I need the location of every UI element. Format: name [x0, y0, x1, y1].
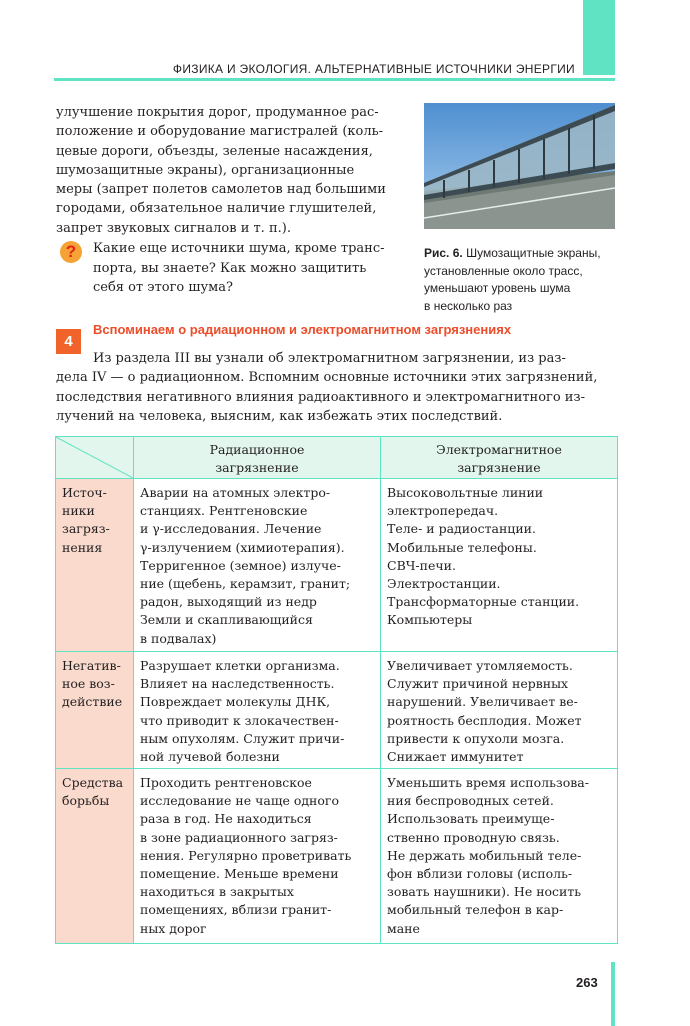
- section-intro: [56, 349, 616, 426]
- cell-line: в зоне радиационного загряз-: [140, 829, 338, 845]
- text-line: запрет звуковых сигналов и т. п.).: [56, 220, 291, 236]
- label-line: загряз-: [62, 521, 110, 537]
- intro-line: дела IV — о радиационном. Вспомним основные источники этих загрязнений,: [56, 370, 598, 386]
- cell-effect-radiation: [134, 652, 380, 768]
- cell-line: помещениях, вблизи гранит-: [140, 902, 332, 918]
- label-line: борьбы: [62, 793, 110, 809]
- section-title: Вспоминаем о радиационном и электромагнитном загрязнениях: [93, 322, 512, 337]
- noise-barrier-photo: [424, 103, 615, 229]
- cell-line: Терригенное (земное) излуче-: [140, 557, 341, 573]
- cell-line: Электростанции.: [387, 576, 501, 592]
- section-number-badge: 4: [56, 329, 81, 354]
- cell-line: нения. Регулярно проветривать: [140, 847, 352, 863]
- question-line: порта, вы знаете? Как можно защитить: [93, 260, 367, 276]
- pollution-table: [55, 436, 618, 944]
- cell-line: Снижает иммунитет: [387, 749, 524, 765]
- text-line: меры (запрет полетов самолетов над большими: [56, 182, 386, 198]
- cell-countermeasures-radiation: [134, 769, 380, 943]
- row-label-sources: [56, 479, 133, 651]
- table-divider: [380, 437, 381, 943]
- text-line: городами, обязательное наличие глушителей,: [56, 201, 377, 217]
- cell-line: Уменьшить время использова-: [387, 775, 589, 790]
- corner-accent-block: [583, 0, 615, 75]
- cell-line: привести к опухоли мозга.: [387, 730, 565, 746]
- cell-line: Высоковольтные линии: [387, 485, 544, 500]
- cell-line: зовать наушники). Не носить: [387, 884, 582, 900]
- caption-line: в несколько раз: [424, 298, 513, 313]
- cell-line: Влияет на наследственность.: [140, 676, 335, 692]
- cell-line: мане: [387, 920, 420, 936]
- header-electromagnetic: [381, 437, 617, 478]
- page-number: 263: [576, 975, 598, 990]
- header-line: загрязнение: [457, 460, 541, 476]
- cell-line: электропередач.: [387, 503, 499, 519]
- table-divider: [56, 768, 617, 769]
- cell-line: Разрушает клетки организма.: [140, 658, 340, 673]
- header-radiation: [134, 437, 380, 478]
- header-line: Радиационное: [209, 442, 305, 457]
- intro-line: Из раздела III вы узнали об электромагнитном загрязнении, из раз-: [93, 351, 566, 366]
- header-line: загрязнение: [215, 460, 299, 476]
- cell-line: нарушений. Увеличивает ве-: [387, 694, 578, 710]
- paragraph-noise-measures: [56, 103, 408, 238]
- cell-line: γ-излучением (химиотерапия).: [140, 539, 345, 555]
- question-block: [93, 239, 403, 298]
- cell-line: Мобильные телефоны.: [387, 539, 537, 555]
- cell-line: Повреждает молекулы ДНК,: [140, 694, 331, 710]
- question-line: себя от этого шума?: [93, 280, 233, 295]
- figure-label: Рис. 6.: [424, 246, 463, 260]
- cell-line: и γ-исследования. Лечение: [140, 521, 322, 537]
- cell-line: радон, выходящий из недр: [140, 594, 317, 610]
- cell-line: Увеличивает утомляемость.: [387, 658, 573, 673]
- diagonal-divider: [56, 437, 133, 478]
- cell-line: находиться в закрытых: [140, 884, 294, 900]
- text-line: улучшение покрытия дорог, продуманное рас-: [56, 105, 379, 120]
- cell-line: ние (щебень, керамзит, гранит;: [140, 576, 351, 592]
- label-line: нения: [62, 539, 103, 555]
- table-divider: [133, 437, 134, 943]
- cell-line: мобильный телефон в кар-: [387, 902, 564, 918]
- row-label-negative-effect: [56, 652, 133, 768]
- caption-line: Шумозащитные экраны,: [466, 246, 601, 260]
- cell-sources-radiation: [134, 479, 380, 651]
- question-line: Какие еще источники шума, кроме транс-: [93, 241, 385, 256]
- figure-caption: [424, 245, 619, 315]
- cell-line: помещение. Меньше времени: [140, 866, 339, 882]
- cell-line: Использовать преимуще-: [387, 811, 555, 827]
- label-line: Источ-: [62, 485, 107, 500]
- cell-line: Земли и скапливающийся: [140, 612, 313, 628]
- cell-line: ной лучевой болезни: [140, 749, 280, 765]
- cell-line: Проходить рентгеновское: [140, 775, 312, 790]
- label-line: ники: [62, 503, 95, 519]
- cell-line: исследование не чаще одного: [140, 793, 339, 809]
- caption-line: уменьшают уровень шума: [424, 281, 571, 295]
- cell-line: станциях. Рентгеновские: [140, 503, 308, 519]
- cell-line: ния беспроводных сетей.: [387, 793, 554, 809]
- text-line: цевые дороги, объезды, зеленые насаждения,: [56, 143, 373, 159]
- header-rule: [54, 78, 615, 81]
- cell-line: Трансформаторные станции.: [387, 594, 580, 610]
- table-divider: [56, 651, 617, 652]
- page-edge-rule: [611, 962, 615, 1026]
- cell-line: Компьютеры: [387, 612, 473, 628]
- cell-line: фон вблизи головы (исполь-: [387, 866, 573, 882]
- header-line: Электромагнитное: [436, 442, 562, 457]
- running-header: ФИЗИКА И ЭКОЛОГИЯ. АЛЬТЕРНАТИВНЫЕ ИСТОЧНИКИ ЭНЕРГИИ: [172, 62, 575, 76]
- cell-line: ным опухолям. Служит причи-: [140, 730, 345, 746]
- cell-countermeasures-electromagnetic: [381, 769, 617, 943]
- label-line: действие: [62, 694, 123, 710]
- table-corner-cell: [56, 437, 133, 478]
- cell-line: в подвалах): [140, 630, 217, 646]
- label-line: ное воз-: [62, 676, 115, 692]
- cell-effect-electromagnetic: [381, 652, 617, 768]
- cell-line: что приводит к злокачествен-: [140, 712, 339, 728]
- cell-line: СВЧ-печи.: [387, 557, 456, 573]
- cell-line: Не держать мобильный теле-: [387, 847, 582, 863]
- intro-line: последствия негативного влияния радиоактивного и электромагнитного из-: [56, 389, 585, 405]
- cell-sources-electromagnetic: [381, 479, 617, 651]
- cell-line: ственно проводную связь.: [387, 829, 560, 845]
- question-icon: ?: [60, 241, 82, 263]
- text-line: шумозащитные экраны), организационные: [56, 162, 355, 178]
- label-line: Негатив-: [62, 658, 121, 673]
- cell-line: роятность бесплодия. Может: [387, 712, 582, 728]
- table-divider: [56, 478, 617, 479]
- intro-line: лучений на человека, выясним, как избежать этих последствий.: [56, 408, 503, 424]
- label-line: Средства: [62, 775, 124, 790]
- cell-line: Служит причиной нервных: [387, 676, 569, 692]
- text-line: положение и оборудование магистралей (коль-: [56, 124, 384, 140]
- caption-line: установленные около трасс,: [424, 263, 583, 278]
- cell-line: ных дорог: [140, 920, 207, 936]
- cell-line: раза в год. Не находиться: [140, 811, 312, 827]
- cell-line: Аварии на атомных электро-: [140, 485, 331, 500]
- row-label-countermeasures: [56, 769, 133, 943]
- cell-line: Теле- и радиостанции.: [387, 521, 536, 537]
